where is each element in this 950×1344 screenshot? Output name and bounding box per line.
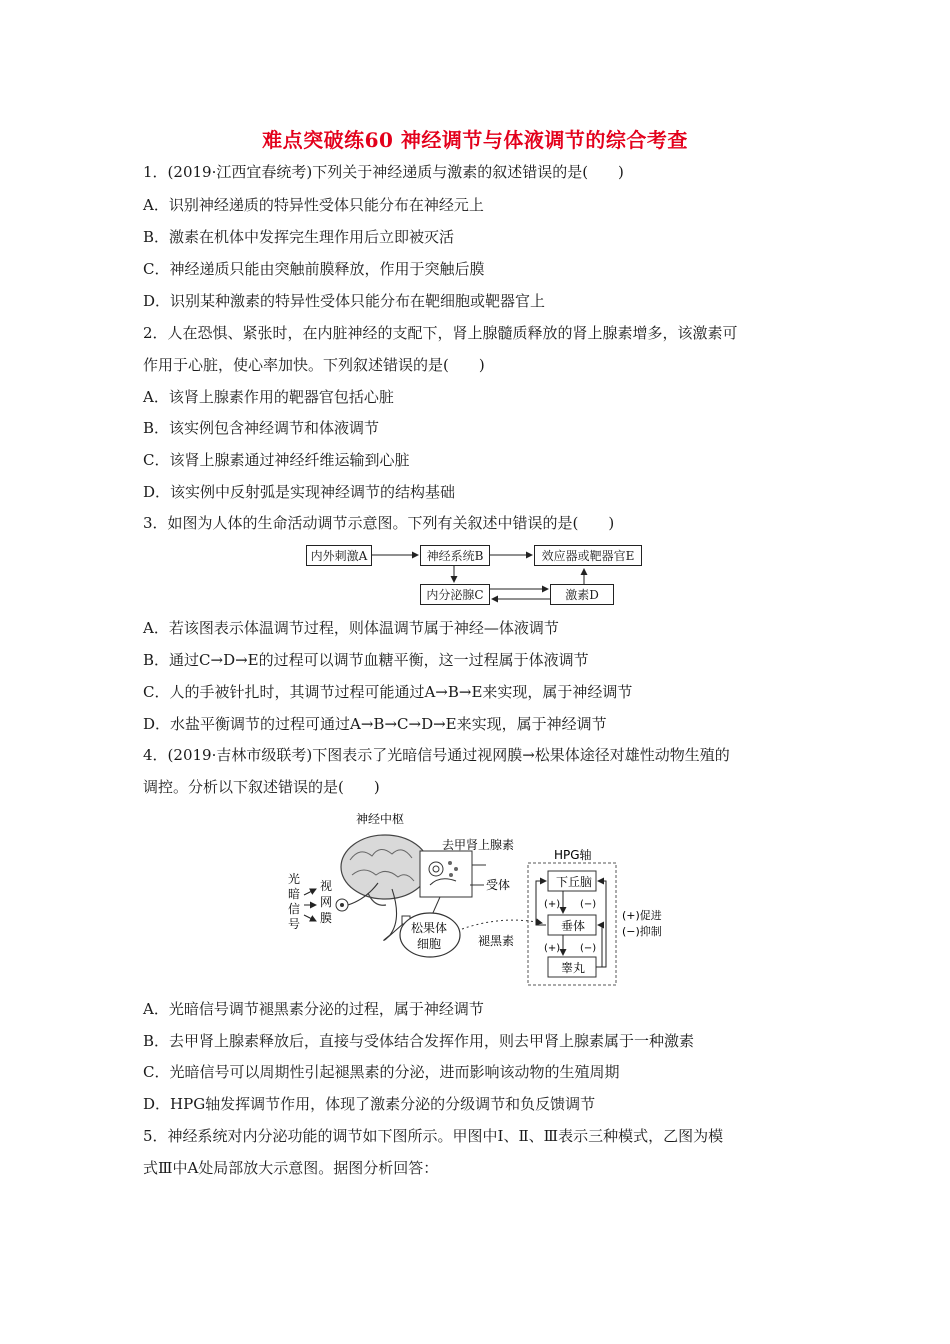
- label-retina-1: 视: [320, 879, 333, 893]
- q1-stem: 1．(2019·江西宜春统考)下列关于神经递质与激素的叙述错误的是( ): [143, 163, 624, 181]
- label-norepinephrine: 去甲肾上腺素: [442, 838, 515, 852]
- brain-icon: [341, 835, 429, 905]
- q1-option-d: D．识别某种激素的特异性受体只能分布在靶细胞或靶器官上: [143, 292, 546, 310]
- q1-option-c: C．神经递质只能由突触前膜释放，作用于突触后膜: [143, 260, 485, 278]
- label-light-3: 信: [288, 902, 301, 916]
- q4-option-a: A．光暗信号调节褪黑素分泌的过程，属于神经调节: [143, 1000, 484, 1018]
- q3-box-c: 内分泌腺C: [420, 584, 490, 605]
- q3-stem: 3．如图为人体的生命活动调节示意图。下列有关叙述中错误的是( ): [143, 514, 615, 532]
- q4-stem-line2: 调控。分析以下叙述错误的是( ): [143, 778, 380, 796]
- q2-stem-line1: 2．人在恐惧、紧张时，在内脏神经的支配下，肾上腺髓质释放的肾上腺素增多，该激素可: [143, 324, 738, 342]
- q3-box-b: 神经系统B: [420, 545, 490, 566]
- label-light-4: 号: [288, 917, 301, 931]
- label-light-2: 暗: [288, 887, 301, 901]
- q3-box-d: 激素D: [550, 584, 614, 605]
- q2-option-d: D．该实例中反射弧是实现神经调节的结构基础: [143, 483, 456, 501]
- page-title: 难点突破练60 神经调节与体液调节的综合考查: [262, 128, 688, 152]
- q2-option-b: B．该实例包含神经调节和体液调节: [143, 419, 380, 437]
- label-hypothalamus: 下丘脑: [556, 875, 593, 889]
- label-receptor: 受体: [486, 878, 511, 892]
- legend-inhibit: (−)抑制: [622, 925, 662, 938]
- label-pituitary: 垂体: [561, 919, 586, 933]
- label-hpg-axis: HPG轴: [554, 848, 592, 862]
- q3-option-a: A．若该图表示体温调节过程，则体温调节属于神经—体液调节: [143, 619, 559, 637]
- label-plus-2: (+): [544, 943, 561, 954]
- q4-diagram-svg: [280, 805, 680, 990]
- q1-option-a: A．识别神经递质的特异性受体只能分布在神经元上: [143, 196, 484, 214]
- q3-option-c: C．人的手被针扎时，其调节过程可能通过A→B→E来实现，属于神经调节: [143, 683, 633, 701]
- label-plus-1: (+): [544, 899, 561, 910]
- q2-option-a: A．该肾上腺素作用的靶器官包括心脏: [143, 388, 394, 406]
- q3-box-e: 效应器或靶器官E: [534, 545, 642, 566]
- label-pineal-1: 松果体: [411, 921, 448, 935]
- q4-option-b: B．去甲肾上腺素释放后，直接与受体结合发挥作用，则去甲肾上腺素属于一种激素: [143, 1032, 695, 1050]
- q3-box-a: 内外刺激A: [306, 545, 372, 566]
- legend-promote: (+)促进: [622, 909, 662, 922]
- eye-icon: [336, 899, 348, 911]
- q3-option-d: D．水盐平衡调节的过程可通过A→B→C→D→E来实现，属于神经调节: [143, 715, 607, 733]
- q2-stem-line2: 作用于心脏，使心率加快。下列叙述错误的是( ): [143, 356, 485, 374]
- label-minus-2: (−): [580, 943, 597, 954]
- q2-option-c: C．该肾上腺素通过神经纤维运输到心脏: [143, 451, 410, 469]
- label-minus-1: (−): [580, 899, 597, 910]
- q4-hpg-diagram: [280, 805, 680, 990]
- label-retina-2: 网: [320, 895, 333, 909]
- label-nerve-center: 神经中枢: [356, 812, 405, 826]
- q1-option-b: B．激素在机体中发挥完生理作用后立即被灭活: [143, 228, 455, 246]
- q3-regulation-diagram: [300, 543, 650, 607]
- label-melatonin: 褪黑素: [478, 934, 515, 948]
- q3-option-b: B．通过C→D→E的过程可以调节血糖平衡，这一过程属于体液调节: [143, 651, 589, 669]
- label-retina-3: 膜: [320, 911, 333, 925]
- q4-option-c: C．光暗信号可以周期性引起褪黑素的分泌，进而影响该动物的生殖周期: [143, 1063, 620, 1081]
- label-pineal-2: 细胞: [417, 937, 442, 951]
- label-testis: 睾丸: [561, 961, 586, 975]
- q5-stem-line2: 式Ⅲ中A处局部放大示意图。据图分析回答：: [143, 1159, 439, 1177]
- q4-stem-line1: 4．(2019·吉林市级联考)下图表示了光暗信号通过视网膜→松果体途径对雄性动物生殖的: [143, 746, 730, 764]
- q5-stem-line1: 5．神经系统对内分泌功能的调节如下图所示。甲图中Ⅰ、Ⅱ、Ⅲ表示三种模式，乙图为模: [143, 1127, 724, 1145]
- label-light-1: 光: [288, 872, 301, 886]
- q4-option-d: D．HPG轴发挥调节作用，体现了激素分泌的分级调节和负反馈调节: [143, 1095, 596, 1113]
